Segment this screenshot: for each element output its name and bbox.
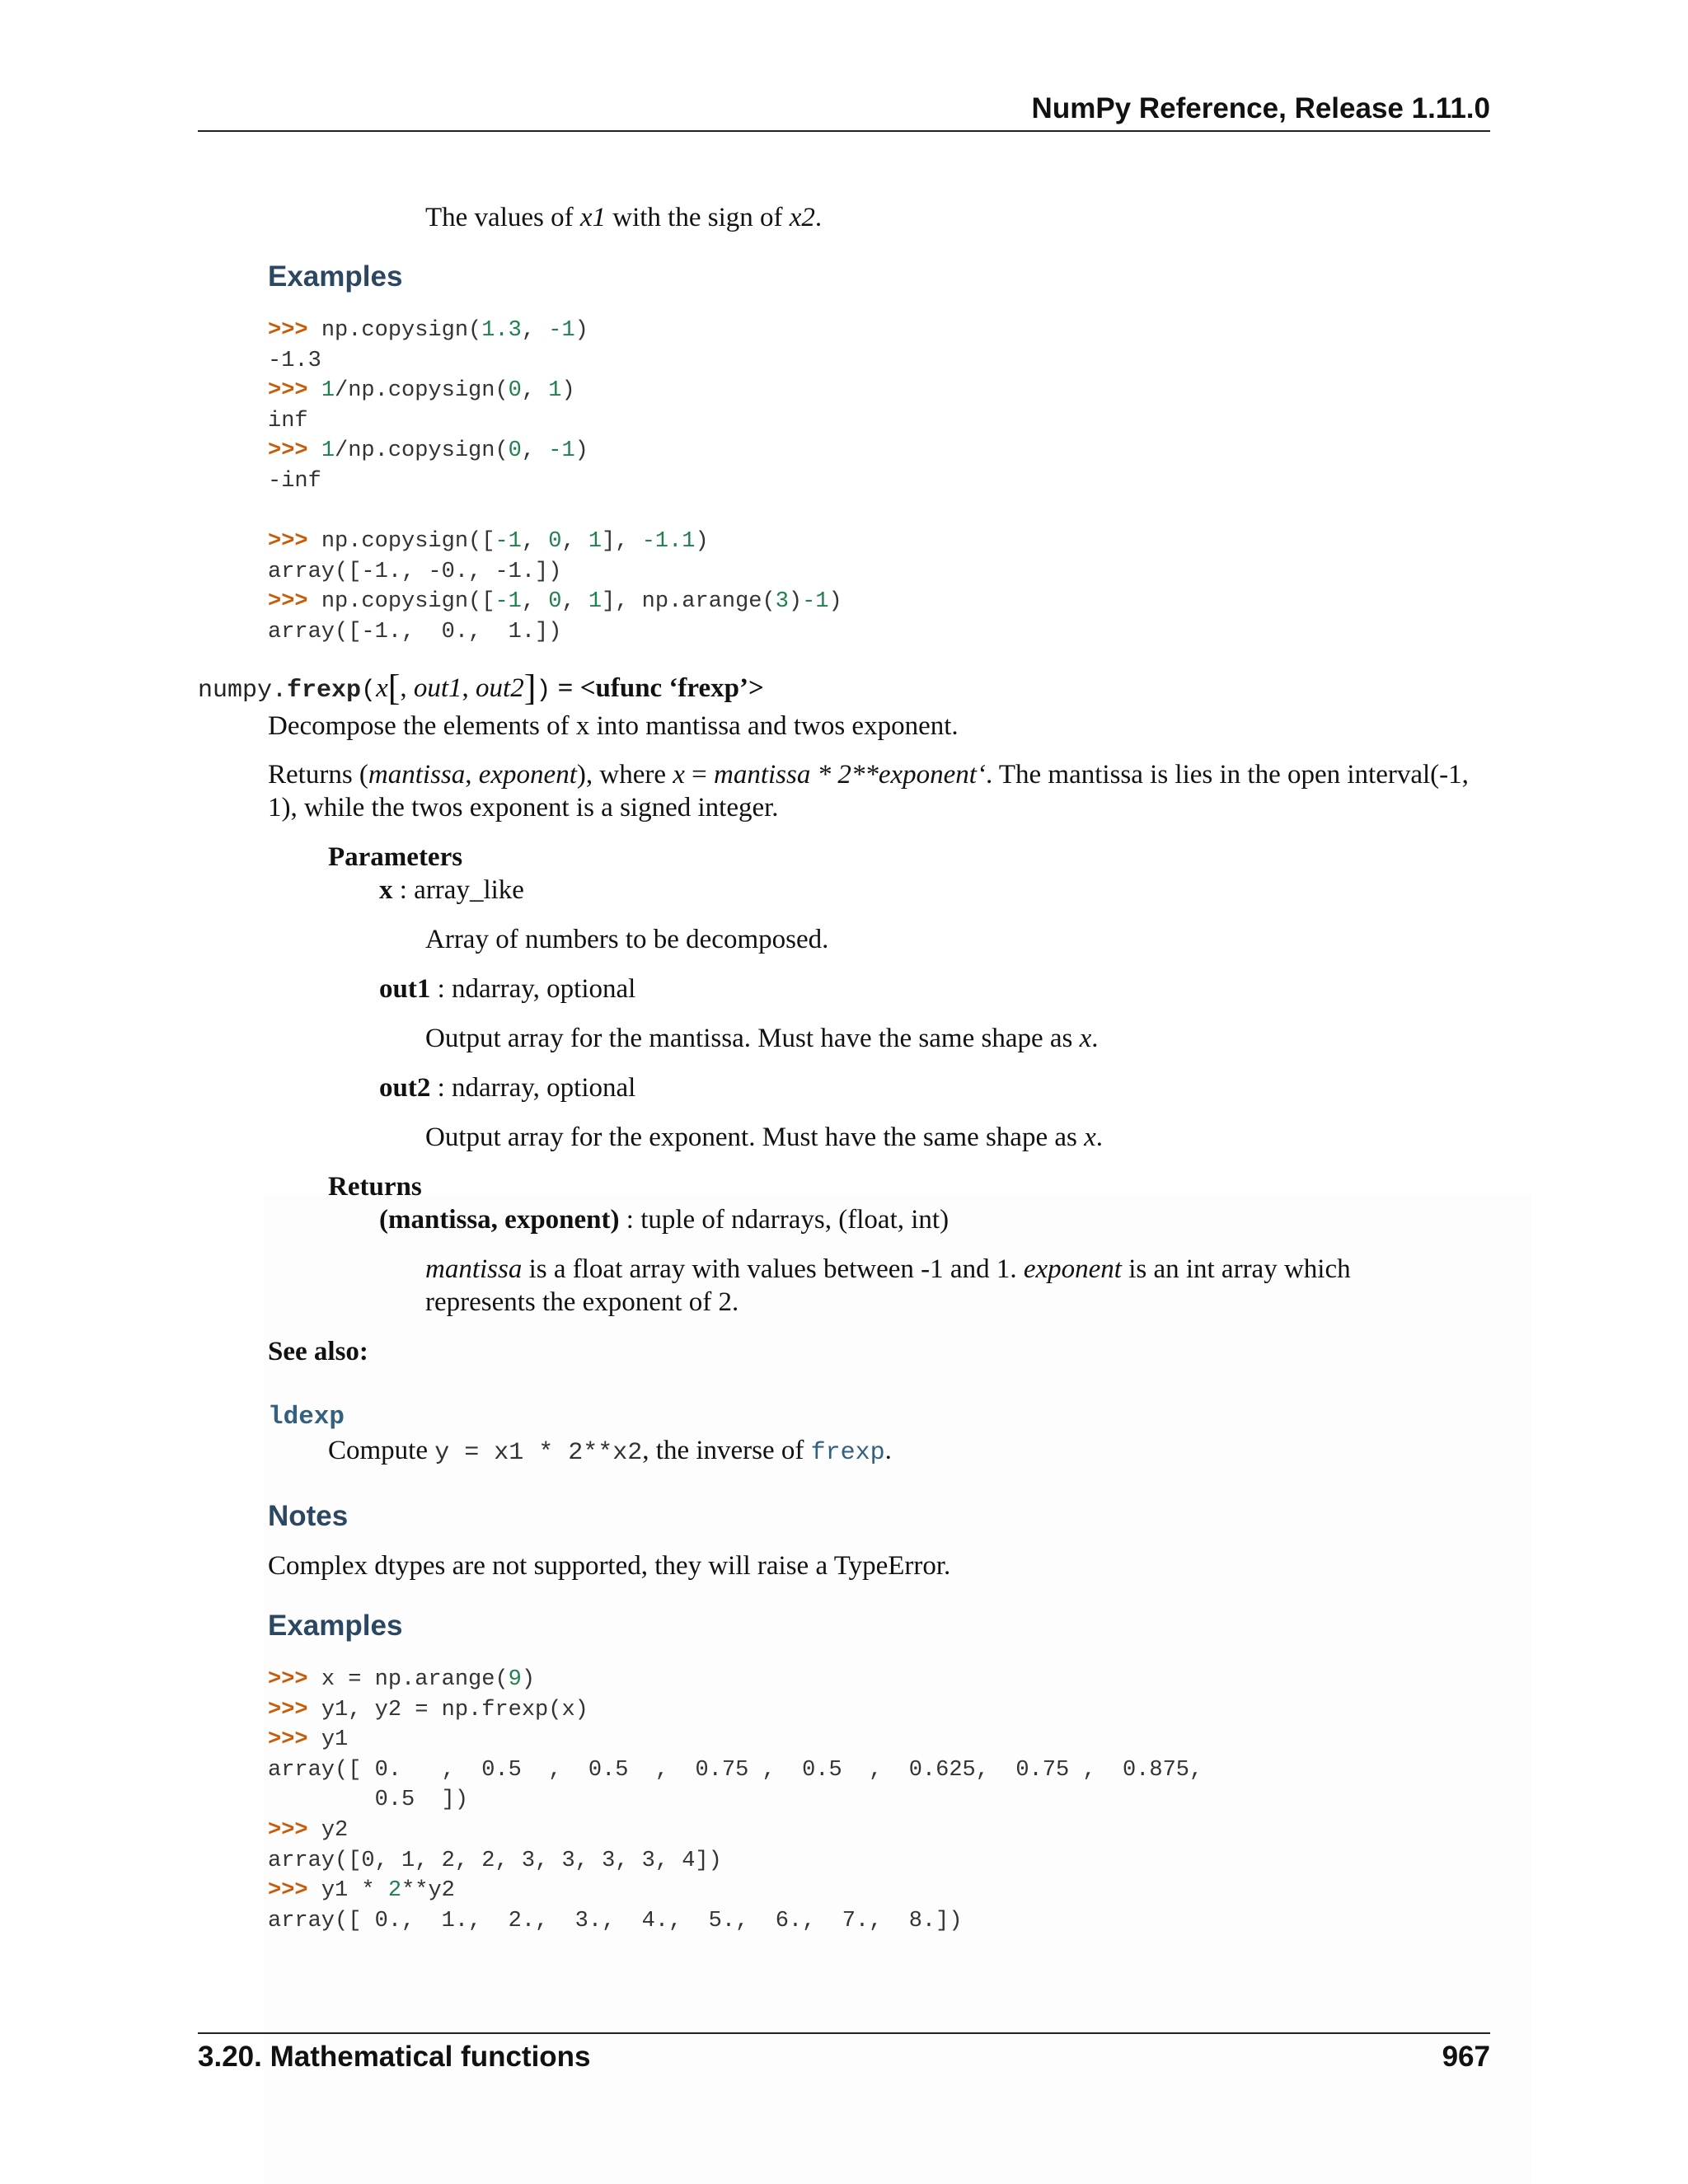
signature-module: numpy.	[198, 677, 288, 705]
text: is an int array which	[1121, 1254, 1351, 1284]
code-line	[268, 1846, 1203, 1877]
output: 0.5 ])	[268, 1788, 469, 1813]
output: array([0, 1, 2, 2, 3, 3, 3, 3, 4])	[268, 1848, 722, 1873]
code-line	[268, 466, 842, 497]
text: .	[884, 1436, 892, 1465]
footer-page-number: 967	[1442, 2041, 1490, 2073]
signature-param-x: x	[376, 673, 388, 703]
text: .	[1095, 1122, 1103, 1152]
number-literal: -1.1	[641, 529, 696, 555]
frexp-code-block	[268, 1665, 1203, 1936]
prompt: >>>	[268, 1878, 321, 1904]
code-line	[268, 1906, 1203, 1937]
number-literal: 0	[508, 378, 522, 404]
code-line	[268, 376, 842, 406]
signature-param-out2: out2	[476, 673, 524, 703]
text: is a float array with values between -1 and 1.	[522, 1254, 1024, 1284]
code-token: )	[828, 589, 842, 615]
text: Returns (	[268, 760, 368, 790]
text: , the inverse of	[642, 1436, 811, 1465]
text: ,	[462, 673, 476, 703]
returns-label: Returns	[328, 1172, 422, 1202]
code-line	[268, 1816, 1203, 1846]
code-line	[268, 497, 842, 527]
code-token: ,	[561, 529, 588, 555]
output: array([-1., -0., -1.])	[268, 559, 562, 584]
code-token: ], np.arange(	[602, 589, 776, 615]
number-literal: 1.3	[481, 318, 522, 343]
returns-desc-line: represents the exponent of 2.	[425, 1287, 739, 1317]
code-token: ,	[521, 438, 549, 464]
frexp-summary: Decompose the elements of x into mantissa and twos exponent.	[268, 711, 959, 741]
number-literal: -1	[495, 589, 522, 615]
signature-paren: )	[536, 677, 551, 705]
code-token: x	[321, 1667, 349, 1692]
see-also-label: See also:	[268, 1337, 368, 1366]
prompt: >>>	[268, 1667, 321, 1692]
code-token: =	[415, 1697, 429, 1722]
number-literal: 1	[588, 529, 603, 555]
text: Output array for the exponent. Must have the same shape as	[425, 1122, 1085, 1152]
see-also-link-ldexp[interactable]	[268, 1401, 345, 1436]
frexp-link[interactable]: frexp	[810, 1439, 885, 1467]
number-literal: 1	[588, 589, 603, 615]
code-token: ],	[602, 529, 642, 555]
ldexp-link[interactable]: ldexp	[268, 1403, 345, 1432]
code-token: )	[695, 529, 709, 555]
prompt: >>>	[268, 1697, 321, 1722]
text: with the sign of	[606, 203, 790, 232]
code-token: /np.copysign(	[335, 438, 509, 464]
description-line: 1), while the twos exponent is a signed integer.	[268, 793, 779, 823]
code-token: ,	[521, 318, 549, 343]
returns-type: tuple of ndarrays, (float, int)	[640, 1205, 950, 1235]
code-token: )	[574, 438, 588, 464]
text: mantissa * 2**exponent‘	[714, 760, 986, 790]
text: mantissa	[425, 1254, 523, 1284]
text: =	[684, 760, 715, 790]
header-rule	[198, 130, 1490, 132]
frexp-signature	[198, 669, 764, 710]
param-name: out2	[379, 1073, 431, 1103]
prompt: >>>	[268, 529, 321, 555]
code-token: ,	[521, 529, 549, 555]
code-line	[268, 1755, 1203, 1786]
number-literal: -1	[802, 589, 829, 615]
text: ,	[465, 760, 479, 790]
code-token: np.copysign(	[321, 318, 482, 343]
code-token: y1, y2	[321, 1697, 415, 1722]
text: x	[1079, 1024, 1092, 1053]
code-token: *	[361, 1878, 375, 1904]
param-ref-x1: x1	[579, 203, 607, 232]
returns-signature	[379, 1203, 949, 1236]
code-token: y1	[321, 1727, 349, 1753]
notes-text: Complex dtypes are not supported, they will raise a TypeError.	[268, 1551, 951, 1581]
signature-bracket: ]	[523, 668, 537, 708]
number-literal: 1	[321, 378, 335, 404]
output: -1.3	[268, 348, 321, 373]
param-type: ndarray, optional	[452, 974, 636, 1004]
prompt: >>>	[268, 589, 321, 615]
code-line	[268, 1785, 1203, 1816]
signature-paren: (	[361, 677, 377, 705]
code-line	[268, 1876, 1203, 1906]
number-literal: 0	[548, 529, 562, 555]
number-literal: 0	[508, 438, 522, 464]
description-line	[268, 758, 1496, 791]
code-token: =	[348, 1667, 362, 1692]
parameters-label: Parameters	[328, 842, 463, 872]
text: . The mantissa is lies in the open interval(-1,	[985, 760, 1469, 790]
param-type: ndarray, optional	[452, 1073, 636, 1103]
code-token: ,	[521, 589, 549, 615]
output: array([ 0., 1., 2., 3., 4., 5., 6., 7., 8.])	[268, 1908, 963, 1933]
output: -inf	[268, 468, 321, 494]
text: :	[430, 974, 452, 1004]
text: ,	[400, 673, 414, 703]
code-line	[268, 436, 842, 466]
param-out1-desc	[425, 1022, 1099, 1055]
text: x	[1084, 1122, 1096, 1152]
returns-desc	[425, 1253, 1414, 1319]
text: :	[392, 875, 415, 905]
text: Compute	[328, 1436, 435, 1465]
code-line	[268, 346, 842, 377]
text: ), where	[576, 760, 673, 790]
code-line	[268, 587, 842, 617]
code-token: )	[561, 378, 575, 404]
number-literal: 3	[775, 589, 789, 615]
param-out1-signature	[379, 972, 635, 1005]
param-name: x	[379, 875, 393, 905]
number-literal: -1	[548, 438, 575, 464]
param-x-desc: Array of numbers to be decomposed.	[425, 925, 829, 954]
code-token: y2	[428, 1878, 455, 1904]
text: x	[673, 760, 685, 790]
code-line	[268, 1695, 1203, 1726]
text: The values of	[425, 203, 580, 232]
output: array([ 0. , 0.5 , 0.5 , 0.75 , 0.5 , 0.625, 0.75 , 0.875,	[268, 1757, 1203, 1783]
text: exponent	[1023, 1254, 1122, 1284]
param-type: array_like	[414, 875, 524, 905]
code-token: /np.copysign(	[335, 378, 509, 404]
number-literal: 2	[387, 1878, 402, 1904]
code-token: y2	[321, 1817, 349, 1843]
inline-code: y = x1 * 2**x2	[434, 1439, 643, 1467]
number-literal: 9	[508, 1667, 522, 1692]
signature-bracket: [	[387, 668, 401, 708]
number-literal: 1	[548, 378, 562, 404]
code-token	[375, 1878, 388, 1903]
text: Output array for the mantissa. Must have the same shape as	[425, 1024, 1080, 1053]
returns-name: (mantissa, exponent)	[379, 1205, 620, 1235]
code-token: np.copysign([	[321, 589, 495, 615]
param-x-signature	[379, 874, 524, 907]
number-literal: -1	[495, 529, 522, 555]
frexp-description	[268, 758, 1496, 824]
code-token: )	[574, 318, 588, 343]
code-line	[268, 1725, 1203, 1755]
prompt: >>>	[268, 438, 321, 464]
code-line	[268, 557, 842, 588]
signature-param-out1: out1	[413, 673, 462, 703]
see-also-desc	[328, 1434, 892, 1469]
code-line	[268, 1665, 1203, 1695]
text: .	[1091, 1024, 1099, 1053]
output: inf	[268, 408, 308, 434]
footer-rule	[198, 2032, 1490, 2034]
signature-ufunc: = <ufunc ‘frexp’>	[551, 673, 764, 703]
prompt: >>>	[268, 378, 321, 404]
code-token: np.frexp(x)	[428, 1697, 588, 1722]
text: mantissa	[368, 760, 466, 790]
code-line	[268, 527, 842, 557]
code-token: np.copysign([	[321, 529, 495, 555]
code-line	[268, 406, 842, 437]
code-token: np.arange(	[361, 1667, 509, 1692]
number-literal: 1	[321, 438, 335, 464]
prompt: >>>	[268, 1817, 321, 1843]
param-out2-desc	[425, 1121, 1103, 1154]
code-token: **	[401, 1878, 429, 1904]
code-line	[268, 316, 842, 346]
code-token: ,	[521, 378, 549, 404]
prompt: >>>	[268, 1727, 321, 1753]
text: exponent	[478, 760, 577, 790]
code-token: )	[521, 1667, 536, 1692]
returns-desc-line	[425, 1253, 1414, 1286]
code-token: y1	[321, 1878, 362, 1904]
copysign-returns-desc	[425, 201, 822, 234]
text: :	[619, 1205, 641, 1235]
frexp-examples-heading: Examples	[268, 1610, 403, 1642]
number-literal: -1	[548, 318, 575, 343]
code-line	[268, 617, 842, 648]
copysign-code-block	[268, 316, 842, 648]
copysign-examples-heading: Examples	[268, 260, 403, 293]
number-literal: 0	[548, 589, 562, 615]
running-header-title: NumPy Reference, Release 1.11.0	[1031, 92, 1490, 124]
param-out2-signature	[379, 1071, 635, 1104]
signature-function-name: frexp	[287, 677, 362, 705]
footer-section-title: 3.20. Mathematical functions	[198, 2041, 591, 2073]
param-ref-x2: x2	[789, 203, 815, 232]
text: .	[814, 203, 823, 232]
text: :	[430, 1073, 452, 1103]
param-name: out1	[379, 974, 431, 1004]
prompt: >>>	[268, 318, 321, 343]
output: array([-1., 0., 1.])	[268, 619, 562, 644]
code-token: )	[788, 589, 803, 615]
code-token: ,	[561, 589, 588, 615]
notes-heading: Notes	[268, 1500, 349, 1532]
